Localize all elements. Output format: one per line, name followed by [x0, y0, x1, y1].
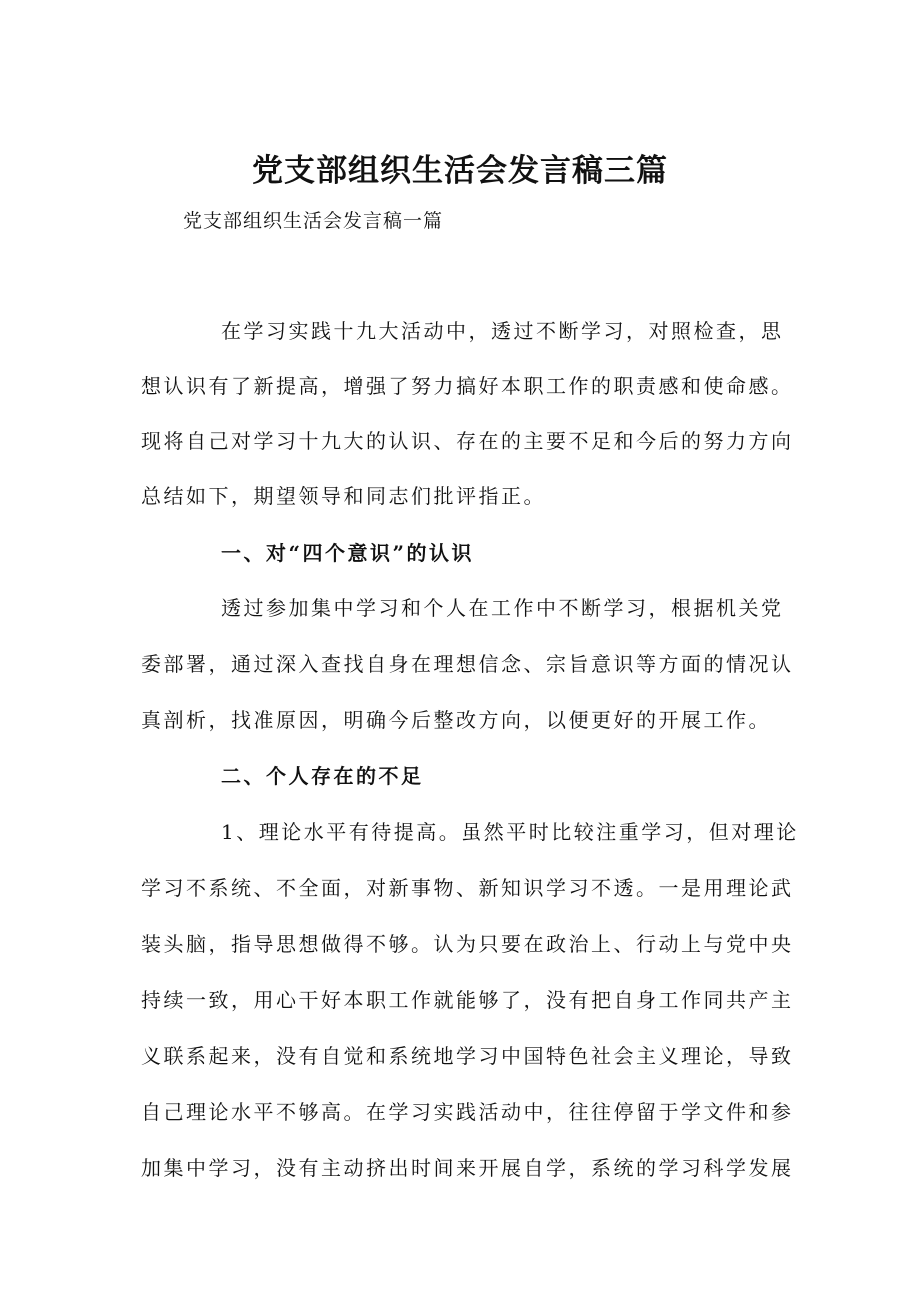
paragraph-line: 透过参加集中学习和个人在工作中不断学习，根据机关党: [221, 596, 784, 620]
paragraph-line: 想认识有了新提高，增强了努力搞好本职工作的职责感和使命感。: [141, 374, 794, 398]
paragraph-line: 总结如下，期望领导和同志们批评指正。: [141, 484, 546, 508]
paragraph-line: 持续一致，用心干好本职工作就能够了，没有把自身工作同共产主: [141, 988, 794, 1012]
paragraph-line: 1、理论水平有待提高。虽然平时比较注重学习，但对理论: [221, 820, 799, 844]
paragraph-line: 现将自己对学习十九大的认识、存在的主要不足和今后的努力方向: [141, 429, 794, 453]
section-heading: 一、对“四个意识”的认识: [221, 541, 475, 565]
paragraph-line: 装头脑，指导思想做得不够。认为只要在政治上、行动上与党中央: [141, 932, 794, 956]
paragraph-line: 义联系起来，没有自觉和系统地学习中国特色社会主义理论，导致: [141, 1044, 794, 1068]
paragraph-line: 真剖析，找准原因，明确今后整改方向，以便更好的开展工作。: [141, 708, 771, 732]
paragraph-line: 自己理论水平不够高。在学习实践活动中，往往停留于学文件和参: [141, 1100, 794, 1124]
paragraph-line: 学习不系统、不全面，对新事物、新知识学习不透。一是用理论武: [141, 876, 794, 900]
section-heading: 二、个人存在的不足: [221, 764, 424, 788]
paragraph-line: 加集中学习，没有主动挤出时间来开展自学，系统的学习科学发展: [141, 1156, 794, 1180]
paragraph-line: 委部署，通过深入查找自身在理想信念、宗旨意识等方面的情况认: [141, 652, 794, 676]
document-subtitle: 党支部组织生活会发言稿一篇: [183, 210, 444, 232]
paragraph-line: 在学习实践十九大活动中，透过不断学习，对照检查，思: [221, 319, 784, 343]
document-title: 党支部组织生活会发言稿三篇: [252, 153, 668, 189]
